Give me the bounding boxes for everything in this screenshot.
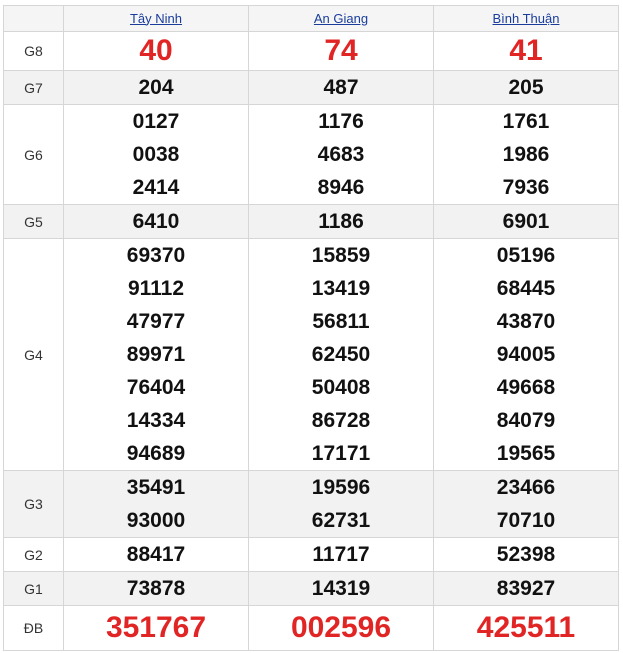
prize-label: G2 [4, 538, 64, 572]
prize-number: 52398 [496, 543, 556, 566]
prize-number: 73878 [126, 577, 186, 600]
prize-number: 74 [324, 34, 358, 67]
prize-number: 425511 [476, 611, 576, 644]
prize-number: 7936 [502, 176, 550, 199]
prize-cell [64, 471, 249, 538]
prize-number: 11717 [312, 543, 370, 566]
prize-number: 351767 [105, 611, 207, 644]
prize-row-g6 [4, 105, 619, 205]
province-header [434, 6, 619, 32]
prize-number: 40 [139, 34, 173, 67]
prize-cell [434, 606, 619, 651]
prize-number: 83927 [496, 577, 556, 600]
province-header [249, 6, 434, 32]
prize-number: 6410 [132, 210, 180, 233]
prize-label: G1 [4, 572, 64, 606]
prize-cell [434, 538, 619, 572]
prize-number: 88417 [126, 543, 186, 566]
prize-row-g4 [4, 239, 619, 471]
province-link[interactable]: Tây Ninh [129, 10, 183, 26]
prize-cell [64, 606, 249, 651]
prize-number: 19596 [311, 476, 371, 499]
prize-row-special [4, 606, 619, 651]
province-link[interactable]: Bình Thuận [492, 10, 560, 26]
prize-number: 35491 [126, 476, 186, 499]
prize-row-g2 [4, 538, 619, 572]
prize-number: 205 [508, 76, 544, 99]
prize-number: 62450 [311, 343, 371, 366]
prize-row-g5 [4, 205, 619, 239]
prize-label: ĐB [4, 606, 64, 651]
prize-number: 94689 [126, 442, 186, 465]
prize-number: 68445 [496, 277, 556, 300]
prize-cell [249, 32, 434, 71]
prize-number: 15859 [311, 244, 371, 267]
prize-row-g7 [4, 71, 619, 105]
prize-number: 19565 [496, 442, 556, 465]
prize-cell [64, 572, 249, 606]
prize-cell [64, 105, 249, 205]
prize-number: 84079 [496, 409, 556, 432]
prize-number: 47977 [126, 310, 186, 333]
prize-number: 41 [509, 34, 543, 67]
prize-row-g3 [4, 471, 619, 538]
prize-number: 8946 [317, 176, 365, 199]
prize-cell [64, 239, 249, 471]
prize-number: 05196 [496, 244, 556, 267]
prize-number: 1186 [318, 210, 364, 233]
prize-number: 62731 [311, 509, 371, 532]
prize-cell [64, 32, 249, 71]
prize-number: 50408 [311, 376, 371, 399]
prize-row-g1 [4, 572, 619, 606]
header-row [4, 6, 619, 32]
prize-label: G6 [4, 105, 64, 205]
prize-number: 002596 [290, 611, 392, 644]
prize-number: 86728 [311, 409, 371, 432]
prize-number: 94005 [496, 343, 556, 366]
prize-number: 69370 [126, 244, 186, 267]
prize-number: 204 [138, 76, 174, 99]
prize-cell [249, 471, 434, 538]
prize-number: 14319 [311, 577, 371, 600]
prize-number: 14334 [126, 409, 186, 432]
prize-cell [249, 538, 434, 572]
prize-number: 2414 [132, 176, 180, 199]
prize-cell [434, 32, 619, 71]
prize-number: 1761 [502, 110, 550, 133]
prize-number: 4683 [317, 143, 365, 166]
prize-cell [434, 471, 619, 538]
prize-number: 1176 [318, 110, 364, 133]
prize-number: 91112 [127, 277, 185, 300]
province-link[interactable]: An Giang [313, 10, 369, 26]
prize-cell [249, 606, 434, 651]
prize-label: G3 [4, 471, 64, 538]
prize-number: 43870 [496, 310, 556, 333]
prize-number: 70710 [496, 509, 556, 532]
prize-number: 6901 [502, 210, 550, 233]
prize-number: 93000 [126, 509, 186, 532]
prize-cell [249, 105, 434, 205]
prize-cell [64, 71, 249, 105]
prize-row-g8 [4, 32, 619, 71]
prize-number: 56811 [312, 310, 370, 333]
prize-label: G8 [4, 32, 64, 71]
prize-cell [434, 239, 619, 471]
prize-number: 0127 [132, 110, 180, 133]
prize-cell [434, 205, 619, 239]
prize-label: G5 [4, 205, 64, 239]
prize-number: 487 [323, 76, 359, 99]
prize-cell [249, 239, 434, 471]
prize-number: 17171 [311, 442, 371, 465]
prize-number: 49668 [496, 376, 556, 399]
corner-cell [4, 6, 64, 32]
prize-number: 0038 [132, 143, 180, 166]
prize-cell [64, 205, 249, 239]
prize-label: G4 [4, 239, 64, 471]
prize-cell [249, 572, 434, 606]
prize-cell [434, 105, 619, 205]
prize-cell [434, 572, 619, 606]
prize-cell [434, 71, 619, 105]
prize-number: 89971 [126, 343, 186, 366]
prize-number: 76404 [126, 376, 186, 399]
prize-cell [64, 538, 249, 572]
prize-number: 13419 [311, 277, 371, 300]
prize-cell [249, 205, 434, 239]
province-header [64, 6, 249, 32]
lottery-results-table [3, 5, 619, 651]
prize-label: G7 [4, 71, 64, 105]
prize-number: 1986 [502, 143, 550, 166]
prize-number: 23466 [496, 476, 556, 499]
prize-cell [249, 71, 434, 105]
